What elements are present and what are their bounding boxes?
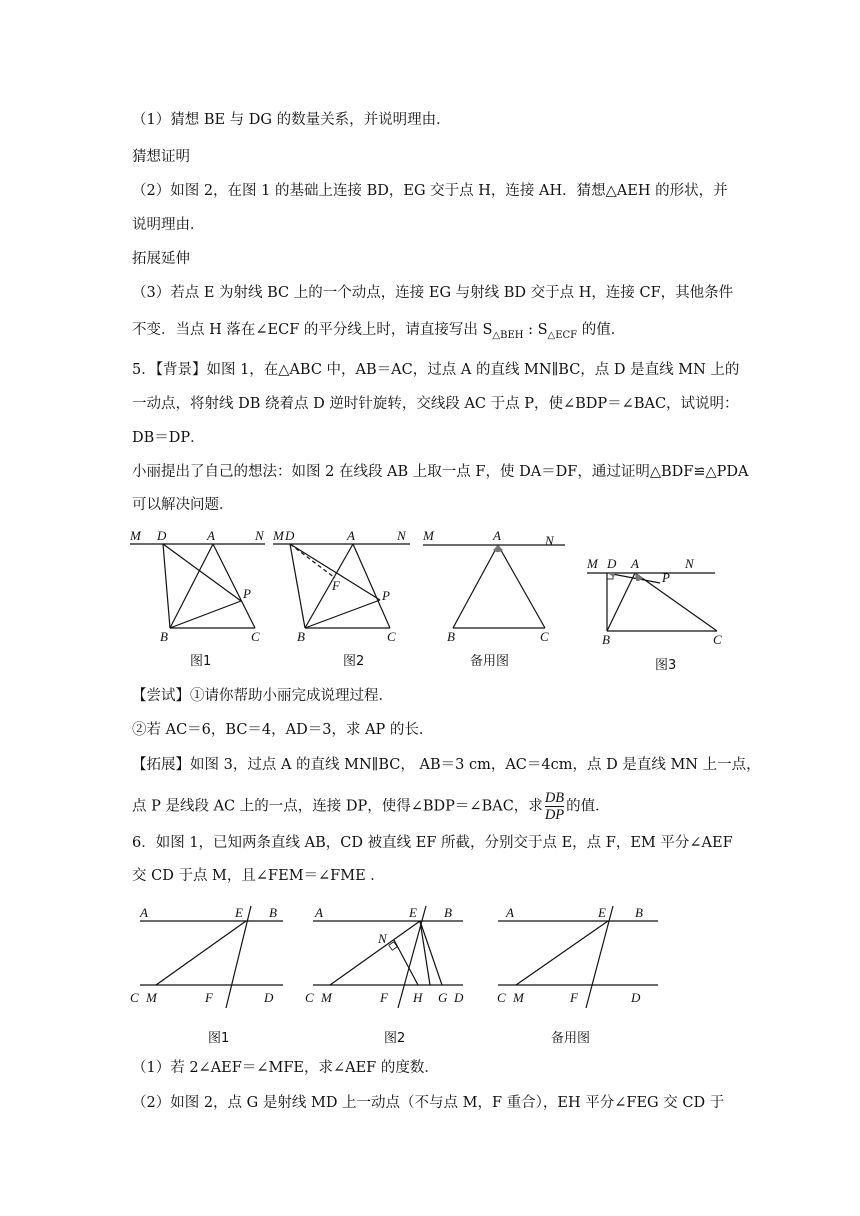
label-M: M	[321, 990, 332, 1005]
label-B: B	[444, 905, 452, 920]
label-B: B	[160, 629, 168, 644]
figure-caption: 备用图	[551, 1031, 591, 1046]
figure-caption: 图2	[384, 1031, 406, 1046]
label-N: N	[255, 528, 264, 543]
label-D: D	[285, 528, 295, 543]
text-segment: 点 P 是线段 AC 上的一点，连接 DP，使得∠BDP＝∠BAC，求	[132, 798, 543, 815]
figure-row-problem-5	[125, 528, 735, 678]
label-M: M	[423, 528, 434, 543]
text-segment: : S	[523, 322, 548, 338]
problem-6-statement: 6．如图 1，已知两条直线 AB，CD 被直线 EF 所截，分别交于点 E，点 F，EM 平分∠AEF	[132, 835, 733, 851]
label-G: G	[438, 990, 448, 1005]
text-line-area-ratio	[132, 320, 732, 346]
label-D: D	[607, 556, 617, 571]
figure-caption: 备用图	[470, 654, 510, 669]
label-E: E	[409, 905, 417, 920]
section-heading: 猜想证明	[132, 149, 190, 165]
label-H: H	[413, 990, 423, 1005]
figure-caption: 图3	[655, 658, 677, 673]
text-line: （2）如图 2，在图 1 的基础上连接 BD，EG 交于点 H，连接 AH．猜想△AEH 的形状，并	[132, 183, 728, 199]
label-F: F	[205, 990, 213, 1005]
angle-mark	[607, 573, 615, 577]
label-F: F	[570, 990, 578, 1005]
label-A: A	[315, 905, 323, 920]
label-A: A	[506, 905, 514, 920]
text-line: 【拓展】如图 3，过点 A 的直线 MN∥BC， AB＝3 cm，AC＝4cm，点 D 是直线 MN 上一点，	[132, 757, 761, 773]
text-line: 可以解决问题．	[132, 497, 234, 513]
label-C: C	[540, 629, 549, 644]
problem-5-statement: 5．【背景】如图 1，在△ABC 中，AB＝AC，过点 A 的直线 MN∥BC，点 D 是直线 MN 上的	[132, 362, 740, 378]
figure-caption: 图1	[208, 1031, 230, 1046]
label-M: M	[273, 528, 284, 543]
label-C: C	[130, 990, 139, 1005]
label-D: D	[454, 990, 464, 1005]
text-line: DB＝DP．	[132, 430, 205, 446]
text-line: （2）如图 2，点 G 是射线 MD 上一动点（不与点 M，F 重合），EH 平分∠FEG 交 CD 于	[132, 1095, 725, 1111]
label-B: B	[297, 629, 305, 644]
label-N: N	[397, 528, 406, 543]
label-P: P	[662, 570, 670, 585]
label-M: M	[587, 556, 598, 571]
label-D: D	[264, 990, 274, 1005]
figure-caption: 图2	[343, 654, 365, 669]
label-A: A	[493, 528, 501, 543]
label-E: E	[598, 905, 606, 920]
label-M: M	[130, 528, 141, 543]
figure-row-problem-6	[128, 898, 668, 1018]
text-line: 【尝试】①请你帮助小丽完成说理过程．	[132, 688, 393, 704]
figure-caption: 图1	[190, 654, 212, 669]
text-line: 交 CD 于点 M，且∠FEM＝∠FME ．	[132, 868, 385, 884]
text-line: （1）猜想 BE 与 DG 的数量关系，并说明理由．	[132, 112, 451, 128]
text-segment: 的值．	[577, 322, 626, 338]
text-segment: 的值．	[566, 798, 610, 815]
fraction-numerator: DB	[544, 790, 565, 806]
label-C: C	[497, 990, 506, 1005]
label-D: D	[157, 528, 167, 543]
label-B: B	[602, 632, 610, 647]
label-B: B	[269, 905, 277, 920]
fraction	[545, 790, 564, 823]
text-line: （1）若 2∠AEF＝∠MFE，求∠AEF 的度数．	[132, 1060, 439, 1076]
label-M: M	[513, 990, 524, 1005]
label-E: E	[235, 905, 243, 920]
label-M: M	[146, 990, 157, 1005]
text-segment: 不变．当点 H 落在∠ECF 的平分线上时，请直接写出 S	[132, 322, 493, 338]
label-D: D	[631, 990, 641, 1005]
section-heading: 拓展延伸	[132, 251, 190, 267]
subscript: △ECF	[547, 330, 578, 341]
text-line: 小丽提出了自己的想法：如图 2 在线段 AB 上取一点 F，使 DA＝DF，通过证明△BDF≌△PDA	[132, 464, 749, 480]
label-P: P	[243, 586, 251, 601]
text-line: （3）若点 E 为射线 BC 上的一个动点，连接 EG 与射线 BD 交于点 H，连接 CF，其他条件	[132, 285, 734, 301]
label-N: N	[685, 556, 694, 571]
angle-mark	[493, 545, 503, 552]
subscript: △BEH	[492, 330, 524, 341]
text-line: ②若 AC＝6，BC＝4，AD＝3，求 AP 的长．	[132, 722, 434, 738]
label-N: N	[545, 533, 554, 548]
label-F: F	[332, 578, 340, 593]
label-A: A	[347, 528, 355, 543]
label-N: N	[378, 931, 387, 946]
label-C: C	[305, 990, 314, 1005]
text-line-fraction	[132, 790, 732, 823]
label-B: B	[447, 629, 455, 644]
label-C: C	[251, 629, 260, 644]
fraction-denominator: DP	[544, 807, 565, 823]
label-P: P	[382, 588, 390, 603]
label-B: B	[635, 905, 643, 920]
label-A: A	[140, 905, 148, 920]
label-A: A	[631, 556, 639, 571]
label-F: F	[380, 990, 388, 1005]
label-A: A	[207, 528, 215, 543]
label-C: C	[713, 632, 722, 647]
text-line: 一动点，将射线 DB 绕着点 D 逆时针旋转，交线段 AC 于点 P，使∠BDP＝∠BAC，试说明：	[132, 396, 739, 412]
label-C: C	[387, 629, 396, 644]
text-line: 说明理由．	[132, 217, 205, 233]
